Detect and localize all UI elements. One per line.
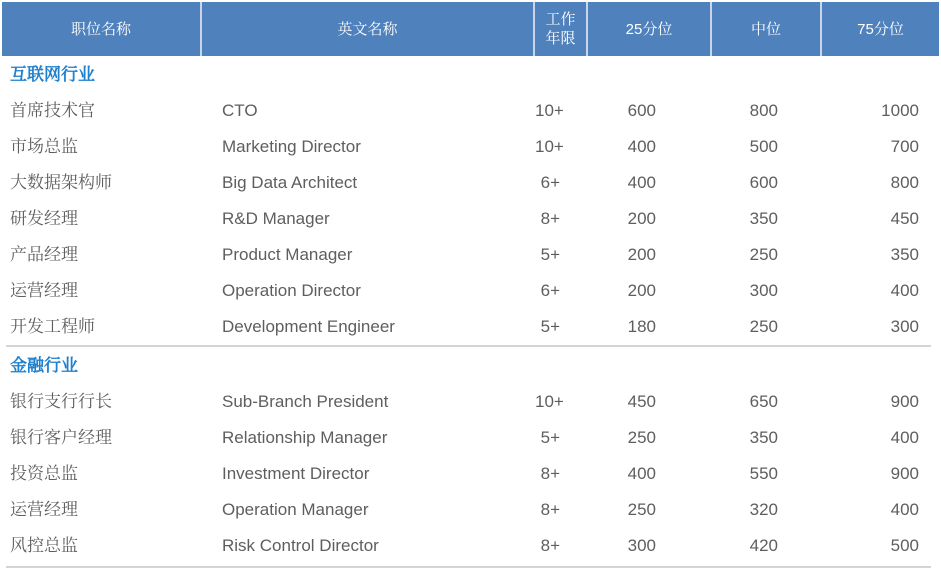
cell-p25: 600 (627, 101, 656, 120)
table-body (2, 56, 939, 568)
cell-position: 银行客户经理 (10, 428, 112, 447)
table-row (2, 456, 939, 492)
cell-median: 300 (749, 281, 778, 300)
cell-median: 350 (749, 209, 778, 228)
cell-years: 10+ (535, 137, 564, 156)
cell-years: 8+ (540, 209, 560, 228)
cell-p75: 700 (890, 137, 919, 156)
cell-position: 产品经理 (10, 245, 78, 264)
cell-years: 8+ (540, 464, 560, 483)
cell-years: 5+ (540, 317, 560, 336)
cell-p75: 400 (890, 281, 919, 300)
cell-median: 550 (749, 464, 778, 483)
header-cell-median (712, 2, 822, 56)
cell-english: Risk Control Director (222, 536, 379, 555)
cell-p75: 900 (890, 464, 919, 483)
cell-english: Operation Manager (222, 500, 369, 519)
cell-english: Relationship Manager (222, 428, 388, 447)
header-label-p25: 25分位 (625, 20, 673, 38)
cell-position: 投资总监 (10, 464, 78, 483)
cell-years: 10+ (535, 101, 564, 120)
cell-english: Operation Director (222, 281, 361, 300)
cell-p25: 200 (627, 209, 656, 228)
cell-p25: 250 (627, 428, 656, 447)
cell-position: 运营经理 (10, 281, 78, 300)
cell-years: 10+ (535, 392, 564, 411)
header-label-english: 英文名称 (337, 20, 398, 38)
cell-p75: 400 (890, 428, 919, 447)
cell-years: 5+ (540, 428, 560, 447)
table-header (2, 2, 939, 56)
cell-english: Product Manager (222, 245, 353, 264)
header-label-p75: 75分位 (857, 20, 904, 38)
cell-p25: 400 (627, 464, 656, 483)
cell-p25: 250 (627, 500, 656, 519)
cell-p75: 450 (890, 209, 919, 228)
table-row (2, 420, 939, 456)
cell-english: CTO (222, 101, 258, 120)
cell-years: 8+ (540, 536, 560, 555)
cell-position: 研发经理 (10, 209, 78, 228)
cell-years: 6+ (540, 281, 560, 300)
table-row (2, 93, 939, 129)
cell-position: 风控总监 (10, 536, 78, 555)
cell-p25: 200 (627, 245, 656, 264)
cell-english: Investment Director (222, 464, 370, 483)
cell-median: 800 (749, 101, 778, 120)
cell-p25: 180 (627, 317, 656, 336)
cell-english: Sub-Branch President (222, 392, 389, 411)
section-title: 互联网行业 (10, 65, 95, 84)
cell-years: 6+ (540, 173, 560, 192)
header-cell-position (2, 2, 202, 56)
header-cell-years (535, 2, 588, 56)
cell-median: 500 (749, 137, 778, 156)
cell-median: 650 (749, 392, 778, 411)
cell-position: 大数据架构师 (10, 173, 112, 192)
cell-p75: 350 (890, 245, 919, 264)
table-row (2, 165, 939, 201)
cell-p25: 200 (627, 281, 656, 300)
header-label-position: 职位名称 (70, 20, 131, 38)
cell-p75: 300 (890, 317, 919, 336)
table-row (2, 309, 939, 345)
cell-p75: 500 (890, 536, 919, 555)
table-row (2, 129, 939, 165)
cell-p25: 400 (627, 173, 656, 192)
cell-english: Development Engineer (222, 317, 395, 336)
cell-years: 5+ (540, 245, 560, 264)
table-row (2, 528, 939, 564)
cell-median: 420 (749, 536, 778, 555)
cell-median: 320 (749, 500, 778, 519)
bottom-divider (6, 566, 931, 568)
cell-position: 银行支行行长 (10, 392, 112, 411)
table-row (2, 384, 939, 420)
cell-position: 市场总监 (10, 137, 78, 156)
cell-median: 600 (749, 173, 778, 192)
cell-position: 首席技术官 (10, 101, 95, 120)
cell-median: 250 (749, 245, 778, 264)
header-cell-english (202, 2, 535, 56)
cell-english: Big Data Architect (222, 173, 358, 192)
table-row (2, 492, 939, 528)
section-title: 金融行业 (10, 356, 78, 375)
header-label-median: 中位 (750, 20, 781, 38)
cell-p75: 400 (890, 500, 919, 519)
header-label-years: 工作 (545, 11, 576, 28)
cell-p75: 800 (890, 173, 919, 192)
cell-english: Marketing Director (222, 137, 361, 156)
table-row (2, 273, 939, 309)
cell-position: 开发工程师 (10, 317, 95, 336)
header-cell-p75 (822, 2, 939, 56)
table-row (2, 201, 939, 237)
header-label-years: 年限 (545, 30, 576, 47)
cell-p25: 450 (627, 392, 656, 411)
cell-median: 350 (749, 428, 778, 447)
cell-p75: 900 (890, 392, 919, 411)
cell-years: 8+ (540, 500, 560, 519)
cell-p75: 1000 (881, 101, 919, 120)
cell-median: 250 (749, 317, 778, 336)
cell-position: 运营经理 (10, 500, 78, 519)
cell-p25: 400 (627, 137, 656, 156)
cell-p25: 300 (627, 536, 656, 555)
table-row (2, 237, 939, 273)
header-cell-p25 (588, 2, 712, 56)
cell-english: R&D Manager (222, 209, 330, 228)
